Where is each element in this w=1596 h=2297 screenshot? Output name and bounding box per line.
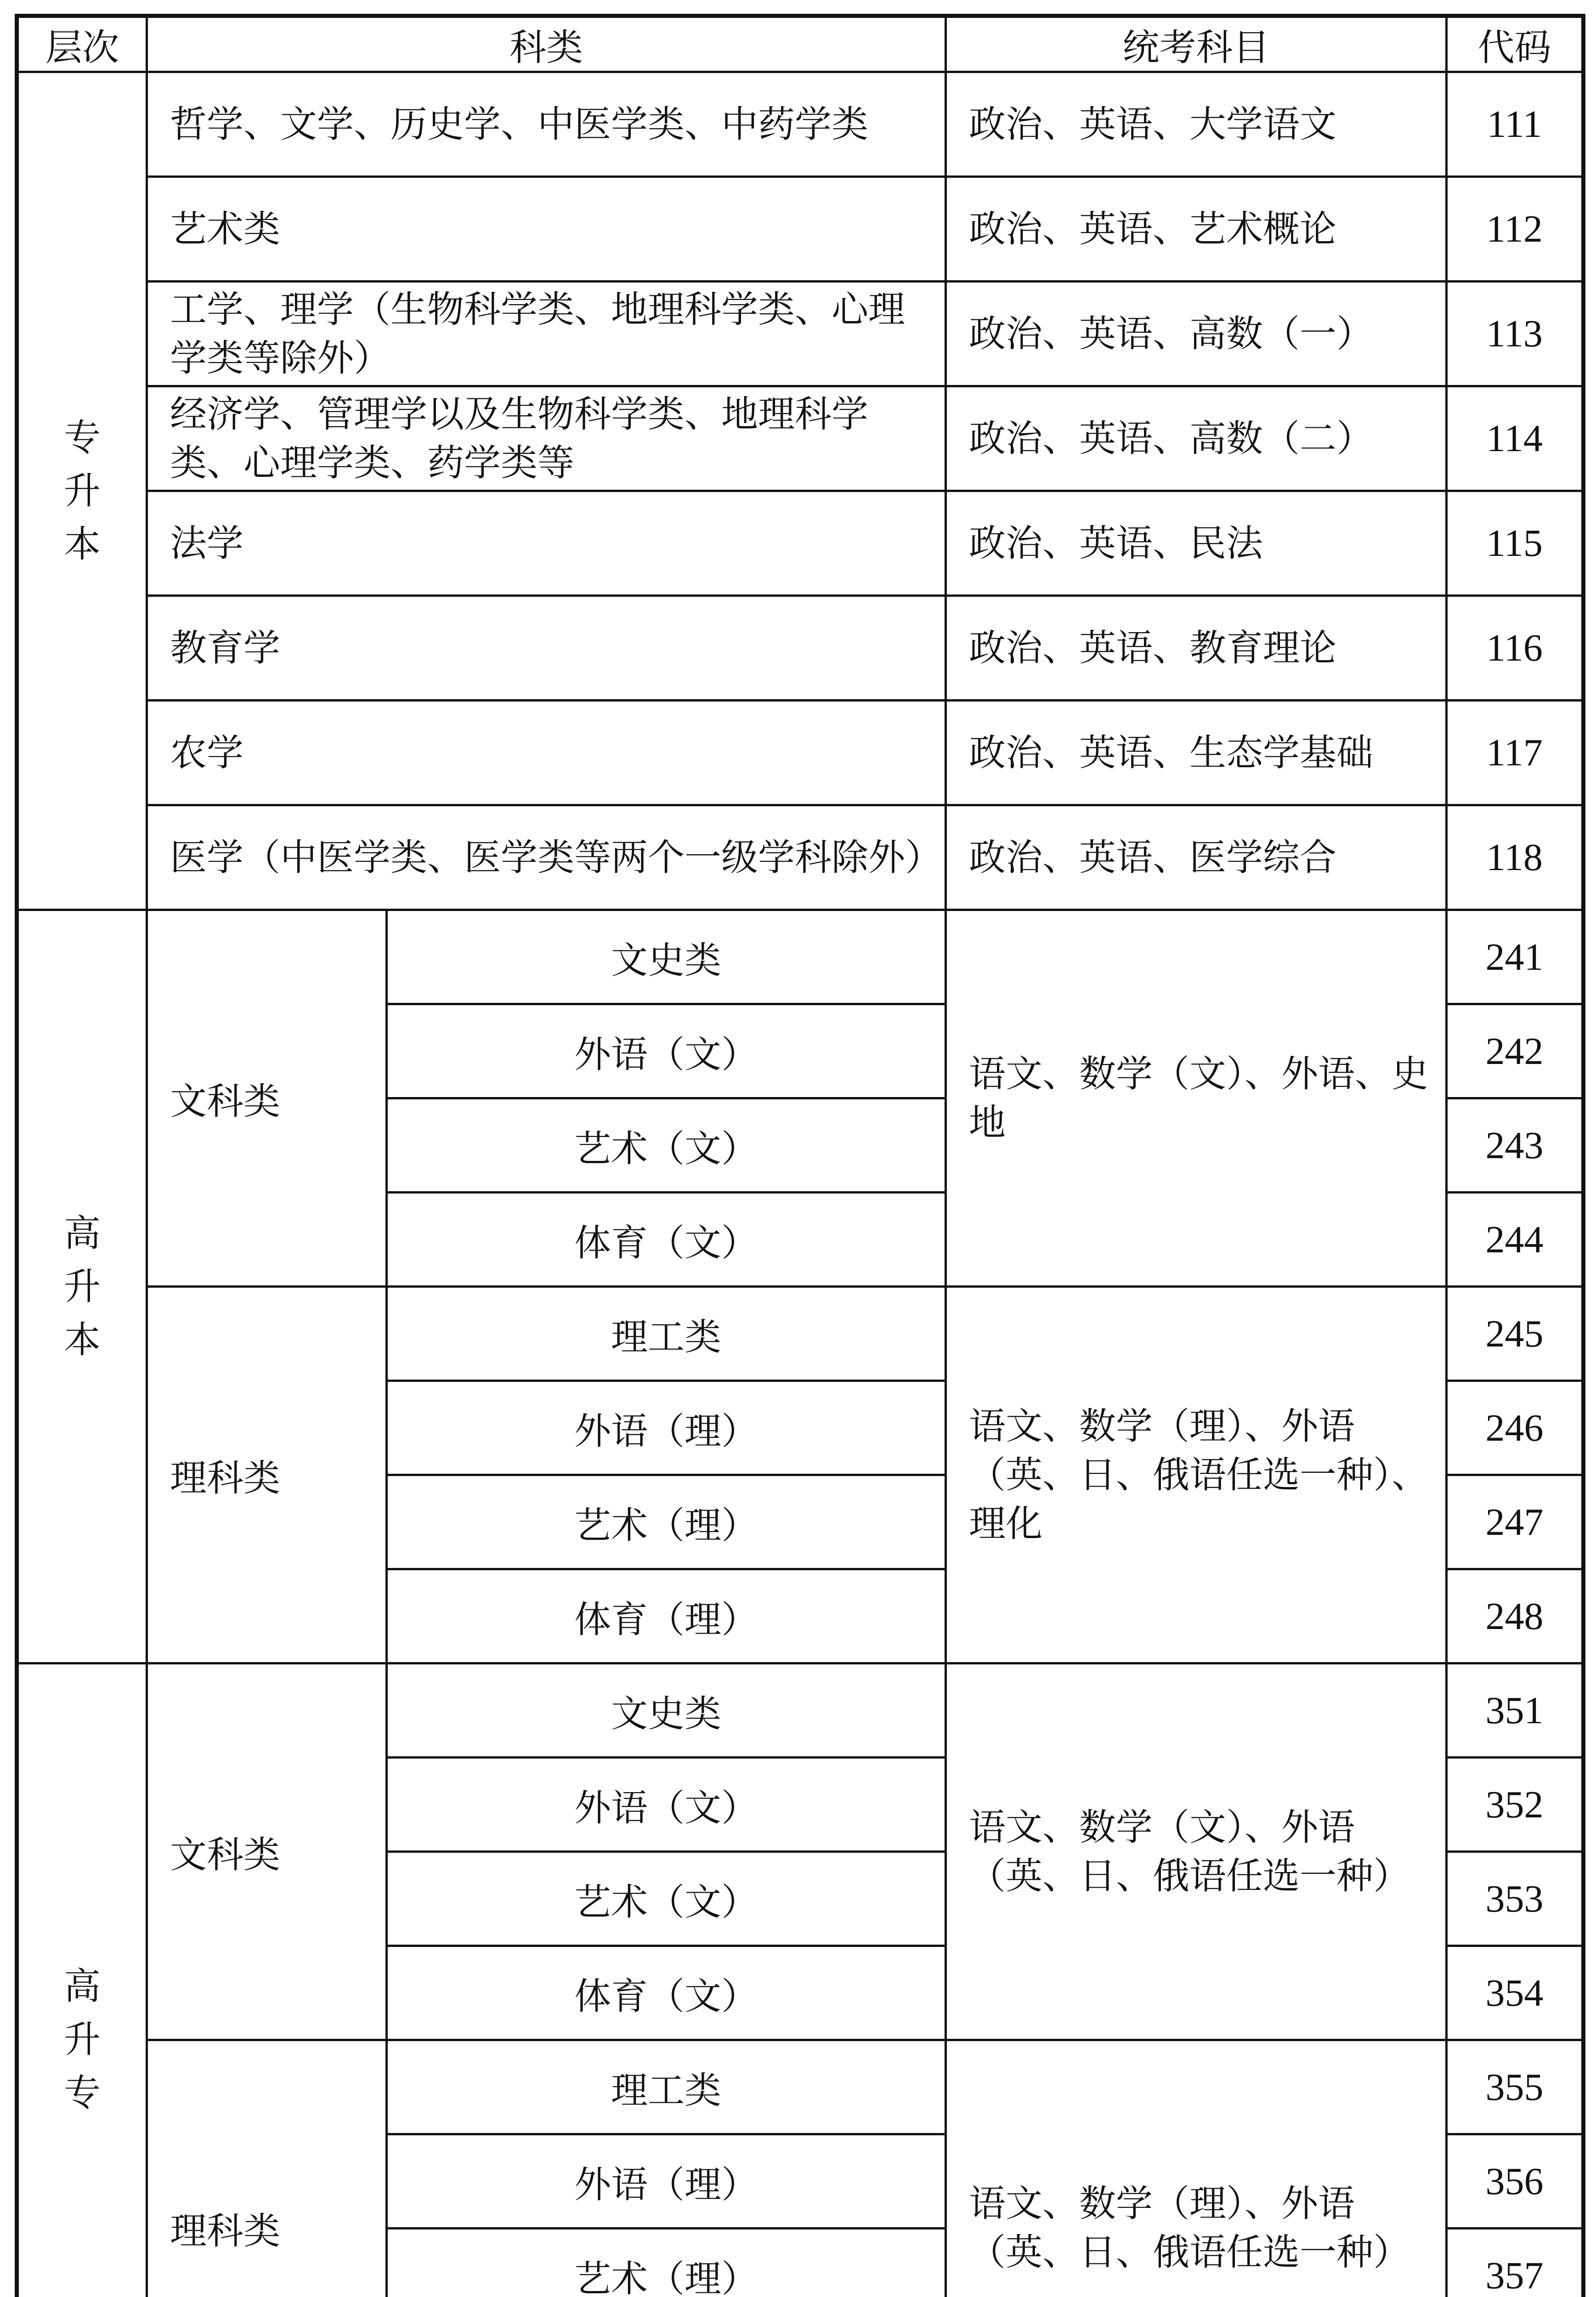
code-cell: 244 (1447, 1193, 1584, 1287)
sub-category-cell: 外语（理） (387, 2134, 946, 2229)
sub-category-cell: 理工类 (387, 1287, 946, 1381)
code-cell: 245 (1447, 1287, 1584, 1381)
code-cell: 248 (1447, 1569, 1584, 1663)
table-row (17, 177, 1584, 282)
header-code: 代码 (1447, 16, 1584, 72)
code-cell: 118 (1447, 805, 1584, 910)
table-row (17, 805, 1584, 910)
exam-cell: 政治、英语、艺术概论 (946, 177, 1447, 282)
code-cell: 116 (1447, 596, 1584, 701)
code-cell: 115 (1447, 491, 1584, 596)
header-row (17, 16, 1584, 72)
code-cell: 356 (1447, 2134, 1584, 2229)
code-cell: 357 (1447, 2229, 1584, 2297)
category-cell: 农学 (147, 701, 946, 805)
table-row (17, 282, 1584, 386)
code-cell: 355 (1447, 2040, 1584, 2134)
code-cell: 242 (1447, 1004, 1584, 1098)
level-zhuanshengben: 专 升 本 (17, 72, 147, 910)
exam-cell: 语文、数学（理）、外语（英、日、俄语任选一种） (946, 2040, 1447, 2297)
category-cell: 经济学、管理学以及生物科学类、地理科学类、心理学类、药学类等 (147, 386, 946, 491)
group-wenke: 文科类 (147, 910, 387, 1287)
sub-category-cell: 艺术（理） (387, 2229, 946, 2297)
sub-category-cell: 理工类 (387, 2040, 946, 2134)
exam-cell: 政治、英语、民法 (946, 491, 1447, 596)
table-row (17, 1663, 1584, 1758)
header-level: 层次 (17, 16, 147, 72)
table-row (17, 910, 1584, 1004)
sub-category-cell: 外语（文） (387, 1758, 946, 1852)
sub-category-cell: 体育（文） (387, 1946, 946, 2040)
code-cell: 352 (1447, 1758, 1584, 1852)
exam-cell: 语文、数学（文）、外语、史地 (946, 910, 1447, 1287)
table-row (17, 1287, 1584, 1381)
code-cell: 117 (1447, 701, 1584, 805)
code-cell: 247 (1447, 1475, 1584, 1569)
sub-category-cell: 艺术（文） (387, 1852, 946, 1946)
code-cell: 246 (1447, 1381, 1584, 1475)
code-cell: 112 (1447, 177, 1584, 282)
exam-cell: 政治、英语、教育理论 (946, 596, 1447, 701)
code-cell: 354 (1447, 1946, 1584, 2040)
exam-cell: 语文、数学（理）、外语（英、日、俄语任选一种）、理化 (946, 1287, 1447, 1663)
header-exam-subjects: 统考科目 (946, 16, 1447, 72)
sub-category-cell: 艺术（文） (387, 1098, 946, 1193)
category-cell: 教育学 (147, 596, 946, 701)
code-cell: 243 (1447, 1098, 1584, 1193)
exam-cell: 政治、英语、高数（二） (946, 386, 1447, 491)
exam-cell: 政治、英语、大学语文 (946, 72, 1447, 177)
group-like: 理科类 (147, 2040, 387, 2297)
category-cell: 法学 (147, 491, 946, 596)
exam-cell: 政治、英语、医学综合 (946, 805, 1447, 910)
category-cell: 艺术类 (147, 177, 946, 282)
code-cell: 353 (1447, 1852, 1584, 1946)
level-gaoshengzhuan: 高 升 专 (17, 1663, 147, 2297)
table-row (17, 596, 1584, 701)
sub-category-cell: 文史类 (387, 1663, 946, 1758)
exam-cell: 政治、英语、高数（一） (946, 282, 1447, 386)
table-row (17, 2040, 1584, 2134)
code-cell: 114 (1447, 386, 1584, 491)
sub-category-cell: 艺术（理） (387, 1475, 946, 1569)
code-cell: 111 (1447, 72, 1584, 177)
sub-category-cell: 外语（文） (387, 1004, 946, 1098)
code-cell: 113 (1447, 282, 1584, 386)
code-cell: 351 (1447, 1663, 1584, 1758)
table-row (17, 72, 1584, 177)
header-category: 科类 (147, 16, 946, 72)
sub-category-cell: 体育（理） (387, 1569, 946, 1663)
group-like: 理科类 (147, 1287, 387, 1663)
table-row (17, 491, 1584, 596)
sub-category-cell: 体育（文） (387, 1193, 946, 1287)
category-cell: 工学、理学（生物科学类、地理科学类、心理学类等除外） (147, 282, 946, 386)
group-wenke: 文科类 (147, 1663, 387, 2040)
exam-cell: 政治、英语、生态学基础 (946, 701, 1447, 805)
exam-subject-table (15, 14, 1585, 2297)
exam-cell: 语文、数学（文）、外语（英、日、俄语任选一种） (946, 1663, 1447, 2040)
code-cell: 241 (1447, 910, 1584, 1004)
level-gaoshengben: 高 升 本 (17, 910, 147, 1663)
sub-category-cell: 文史类 (387, 910, 946, 1004)
category-cell: 哲学、文学、历史学、中医学类、中药学类 (147, 72, 946, 177)
table-row (17, 701, 1584, 805)
category-cell: 医学（中医学类、医学类等两个一级学科除外） (147, 805, 946, 910)
table-row (17, 386, 1584, 491)
sub-category-cell: 外语（理） (387, 1381, 946, 1475)
